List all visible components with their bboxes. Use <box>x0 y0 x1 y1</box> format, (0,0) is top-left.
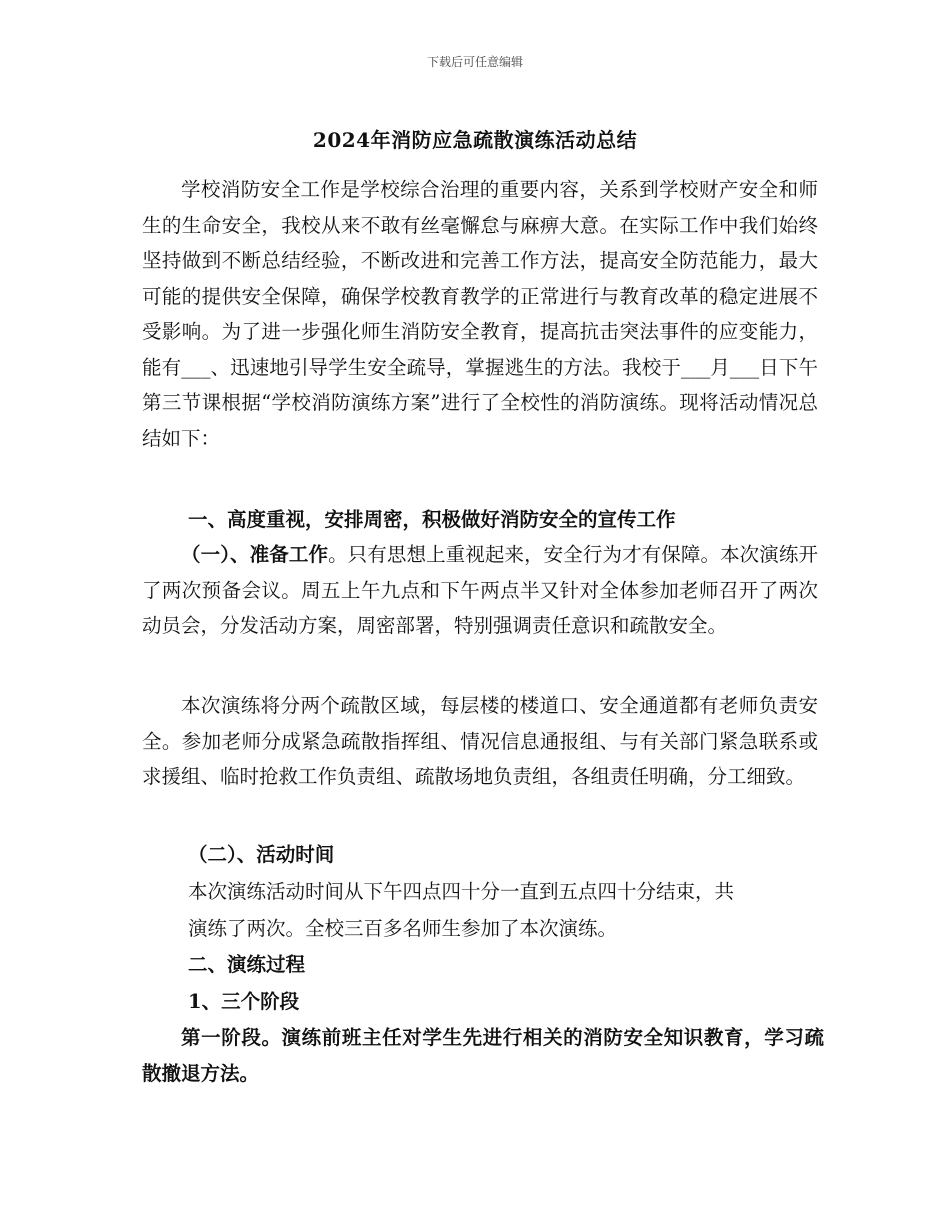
activity-time-line-2: 演练了两次。全校三百多名师生参加了本次演练。 <box>188 917 618 940</box>
document-title: 2024年消防应急疏散演练活动总结 <box>312 128 638 152</box>
section-1-heading: 一、高度重视，安排周密，积极做好消防安全的宣传工作 <box>188 508 676 531</box>
intro-paragraph: 学校消防安全工作是学校综合治理的重要内容，关系到学校财产安全和师生的生命安全，我校从来不敢有丝毫懈怠与麻痹大意。在实际工作中我们始终坚持做到不断总结经验，不断改进和完善工作方法，提高安全防范能力，最大可能的提供安全保障，确保学校教育教学的正常进行与教育改革的稳定进展不受影响。为了进一步强化师生消防安全教育，提高抗击突法事件的应变能力，能有___、迅速地引导学生安全疏导，掌握逃生的方法。我校于___月___日下午第三节课根据“学校消防演练方案”进行了全校性的消防演练。现将活动情况总结如下： <box>142 178 818 450</box>
subsection-1-label: （一）、准备工作 <box>181 543 329 566</box>
subsection-1-paragraph <box>142 537 818 644</box>
header-note: 下载后可任意编辑 <box>426 55 523 69</box>
section-2-heading: 二、演练过程 <box>188 953 306 976</box>
evacuation-areas-paragraph: 本次演练将分两个疏散区域，每层楼的楼道口、安全通道都有老师负责安全。参加老师分成紧急疏散指挥组、情况信息通报组、与有关部门紧急联系或求援组、临时抢救工作负责组、疏散场地负责组，各组责任明确，分工细致。 <box>142 694 818 788</box>
stage-1-paragraph: 第一阶段。演练前班主任对学生先进行相关的消防安全知识教育，学习疏散撤退方法。 <box>142 1026 824 1085</box>
item-1-heading: 1、三个阶段 <box>188 990 300 1013</box>
activity-time-line-1: 本次演练活动时间从下午四点四十分一直到五点四十分结束，共 <box>188 880 735 903</box>
subsection-1-text: 。只有思想上重视起来，安全行为才有保障。本次演练开了两次预备会议。周五上午九点和下午两点半又针对全体参加老师召开了两次动员会，分发活动方案，周密部署，特别强调责任意识和疏散安全。 <box>142 543 818 637</box>
subsection-2-heading: （二）、活动时间 <box>188 843 335 866</box>
